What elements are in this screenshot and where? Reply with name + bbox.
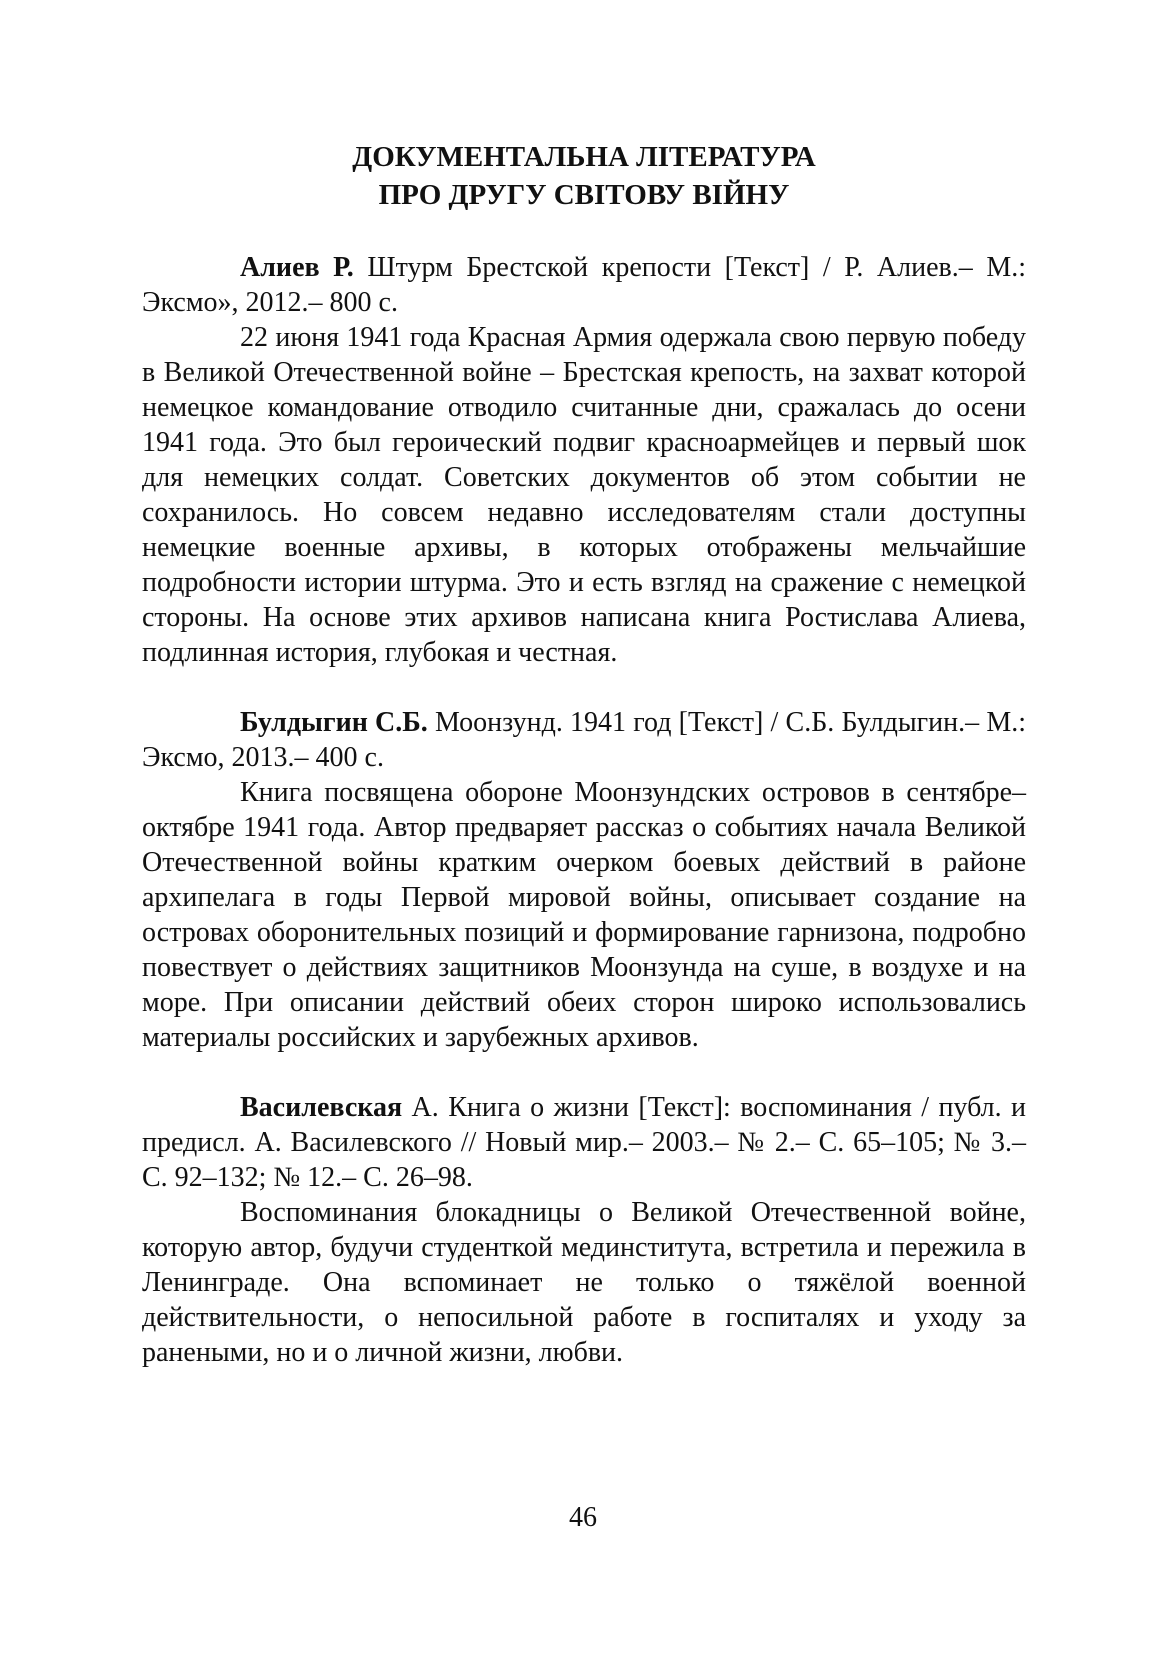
entry-annotation: 22 июня 1941 года Красная Армия одержала свою первую победу в Великой Отечественной войне – Брестская крепость, на захват которой немецкое командование отводило считанные дни, сражалась до осени 1941 года. Это был героический подвиг красноармейцев и первый шок для немецких солдат. Советских документов об этом событии не сохранилось. Но совсем недавно исследователям стали доступны немецкие военные архивы, в которых отображены мельчайшие подробности истории штурма. Это и есть взгляд на сражение с немецкой стороны. На основе этих архивов написана книга Ростислава Алиева, подлинная история, глубокая и честная.	[142, 322, 1026, 668]
entry-annotation: Книга посвящена обороне Моонзундских островов в сентябре–октябре 1941 года. Автор предваряет рассказ о событиях начала Великой Отечественной войны кратким очерком боевых действий в районе архипелага в годы Первой мировой войны, описывает создание на островах оборонительных позиций и формирование гарнизона, подробно повествует о действиях защитников Моонзунда на суше, в воздухе и на море. При описании действий обеих сторон широко использовались материалы российских и зарубежных архивов.	[142, 777, 1026, 1053]
entry-citation	[142, 250, 1026, 320]
bibliography-entry-aliev	[142, 250, 1026, 670]
entry-citation-text: Штурм Брестской крепости [Текст] / Р. Алиев.– М.: Эксмо», 2012.– 800 с.	[142, 252, 1027, 318]
entry-citation-text: Моонзунд. 1941 год [Текст] / С.Б. Булдыгин.– М.: Эксмо, 2013.– 400 с.	[142, 707, 1026, 773]
title-line-1: ДОКУМЕНТАЛЬНА ЛІТЕРАТУРА	[352, 141, 816, 173]
entry-author: Алиев Р.	[240, 252, 354, 283]
entry-citation	[142, 705, 1026, 775]
page-number: 46	[569, 1502, 597, 1533]
page-content	[142, 138, 1026, 1370]
title-line-2: ПРО ДРУГУ СВІТОВУ ВІЙНУ	[378, 179, 790, 211]
entry-citation-text: А. Книга о жизни [Текст]: воспоминания / публ. и предисл. А. Василевского // Новый мир.– 2003.– № 2.– С. 65–105; № 3.– С. 92–132; № 12.– С. 26–98.	[142, 1092, 1026, 1193]
page-title	[142, 138, 1026, 214]
entry-author: Василевская	[240, 1092, 403, 1123]
bibliography-entry-buldygin	[142, 705, 1026, 1055]
entry-citation	[142, 1090, 1026, 1195]
bibliography-entry-vasilevskaya	[142, 1090, 1026, 1370]
entry-annotation: Воспоминания блокадницы о Великой Отечественной войне, которую автор, будучи студенткой мединститута, встретила и пережила в Ленинграде. Она вспоминает не только о тяжёлой военной действительности, о непосильной работе в госпиталях и уходу за ранеными, но и о личной жизни, любви.	[142, 1197, 1026, 1368]
entry-author: Булдыгин С.Б.	[240, 707, 428, 738]
